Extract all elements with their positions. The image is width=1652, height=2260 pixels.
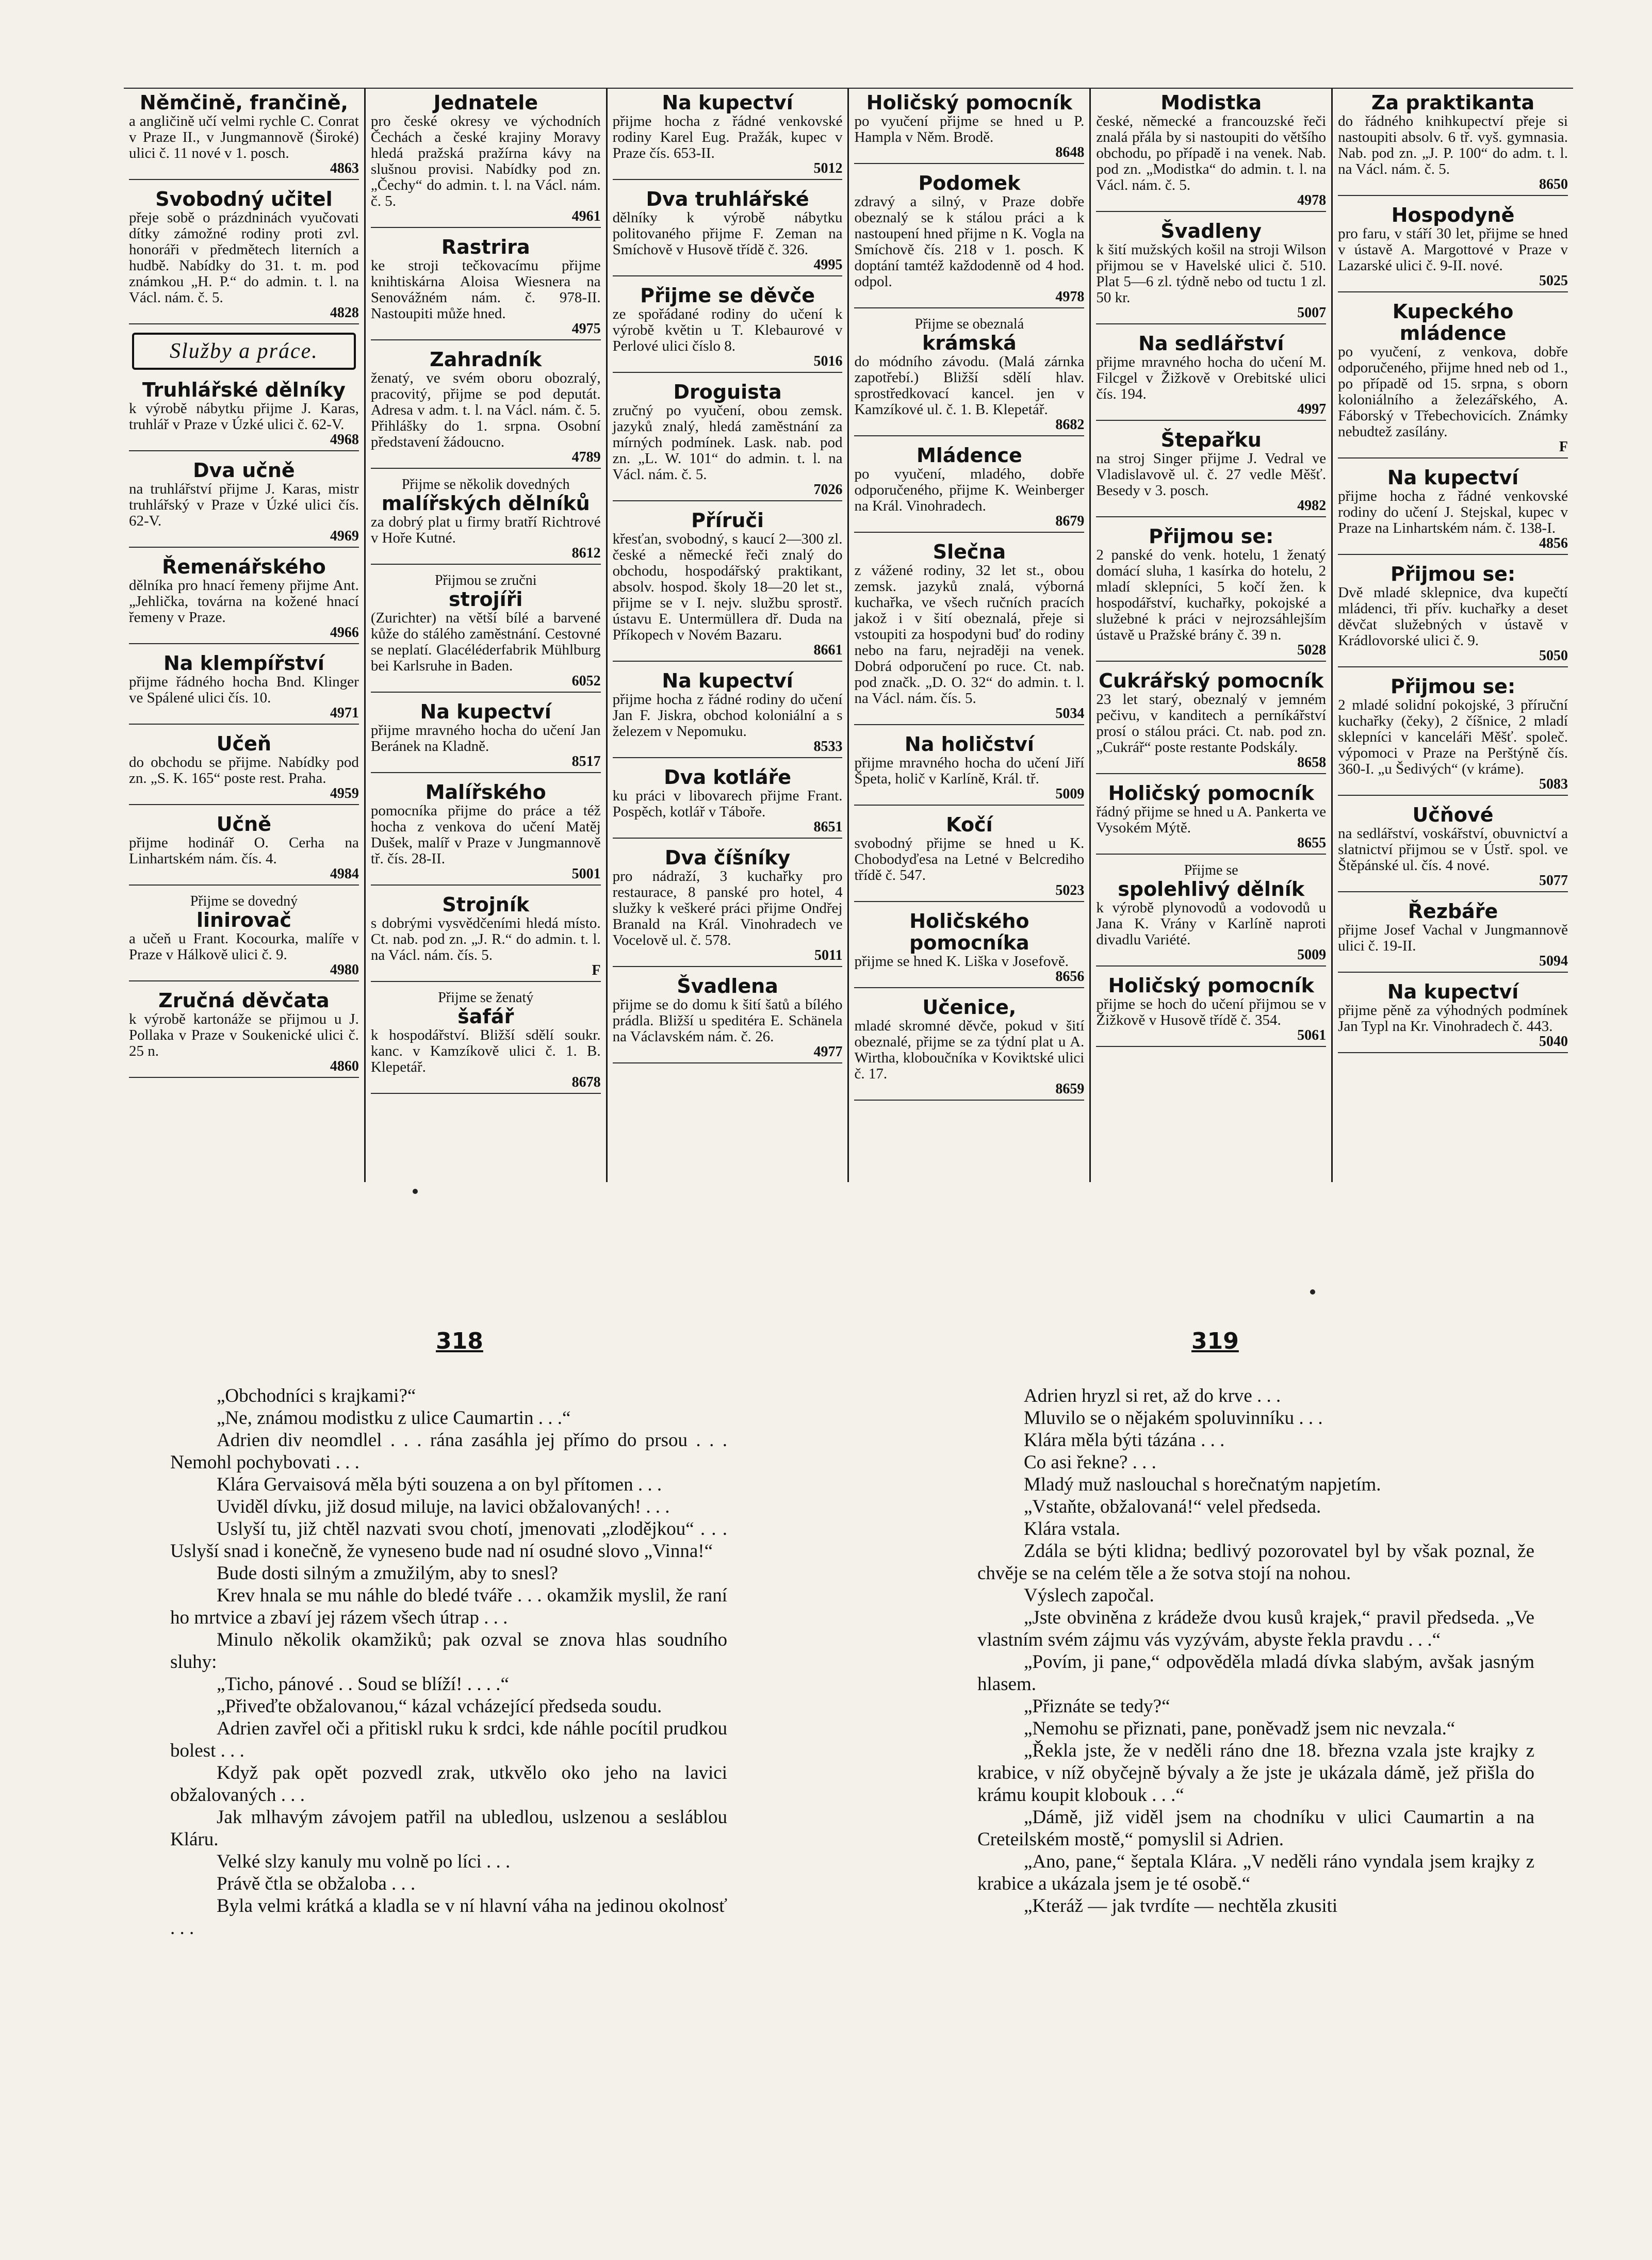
ad-heading: Zručná děvčata [158,989,330,1012]
classified-ad [1096,333,1326,421]
ad-heading: Dva učně [193,459,295,482]
story-paragraph: Klára vstala. [1024,1518,1120,1540]
ad-prefix: Přijme se ženatý [438,990,534,1006]
ad-number: 8533 [813,739,843,755]
ad-number: 5040 [1539,1034,1568,1050]
ad-heading: Švadleny [1160,220,1262,242]
ad-number: 4978 [1055,289,1085,305]
story-paragraph: „Přiveďte obžalovanou,“ kázal vcházející předseda soudu. [217,1696,662,1717]
ad-text: po vyučení přijme se hned u P. Hampla v Něm. Brodě. [854,113,1085,145]
ad-number: 8658 [1297,755,1327,771]
ad-heading: Učně [216,813,272,836]
ad-heading: šafář [457,1005,514,1028]
ad-number: 5094 [1539,953,1568,969]
ad-heading: Dva kotláře [664,766,792,789]
story-paragraph: Co asi řekne? . . . [1024,1452,1156,1473]
story-paragraph: Mladý muž naslouchal s horečnatým napjetím. [1024,1474,1381,1495]
classified-ad [371,781,601,886]
ad-heading: Přijme se děvče [640,284,815,307]
ad-number: 4984 [330,866,359,882]
ad-text: zručný po vyučení, obou zemsk. jazyků znalý, hledá zaměstnání za mírných podmínek. Lask. nab. pod zn. „L. W. 101“ do admin. t. l. na Václ. nám. č. 5. [612,402,843,483]
ad-heading: Svobodný učitel [155,188,333,210]
ad-text: pro nádraží, 3 kuchařky pro restaurace, 8 panské pro hotel, 4 služky k veškeré práci přijme Ondřej Branald na Král. Vinohradech ve Vocelově ul. č. 578. [612,868,843,948]
story-paragraph: Bude dosti silným a zmužilým, aby to snesl? [217,1563,558,1584]
classified-ad [1096,975,1326,1047]
story-paragraph: Adrien div neomdlel . . . rána zasáhla jej přímo do prsou . . . Nemohl pochybovati . . . [170,1430,727,1473]
story-paragraph: Právě čtla se obžaloba . . . [217,1873,416,1894]
ad-heading: Holičského pomocníka [909,910,1029,954]
ad-heading: Mládence [916,444,1022,467]
story-paragraph: „Řekla jste, že v neděli ráno dne 18. března vzala jste krajky z krabice, v níž obyčejně bývaly a že jste je ukázala dámě, jež přišla do krámu koupit klobouk . . .“ [977,1740,1534,1806]
classified-ad [854,445,1084,533]
ad-text: řádný přijme se hned u A. Pankerta ve Vysokém Mýtě. [1096,804,1327,836]
ad-heading: Hospodyně [1391,204,1515,226]
ad-heading: Němčině, frančině, [139,91,348,114]
classified-ad [371,573,601,693]
ad-heading: Řezbáře [1408,900,1498,923]
ad-heading: Podomek [918,172,1021,194]
ad-prefix: Přijme se několik dovedných [401,477,570,493]
ad-number: 4968 [330,432,359,448]
story-paragraph: Když pak opět pozvedl zrak, utkvělo oko jeho na lavici obžalovaných . . . [170,1762,727,1806]
ad-heading: Švadlena [677,975,778,997]
ad-text: 2 mladé solidní pokojské, 3 příruční kuchařky (čeky), 2 číšnice, 2 mladí sklepníci v kanceláři Měšť. společ. výpomoci v Praze na Perštýně čís. 360-I. „u Šedivých“ (v kráme). [1338,697,1568,777]
ad-number: F [592,962,601,978]
story-paragraph: Velké slzy kanuly mu volně po líci . . . [217,1851,511,1872]
ad-heading: Učenice, [922,996,1017,1019]
ad-column [1089,89,1331,1182]
ad-number: 4969 [330,528,359,544]
ad-heading: strojíři [449,588,523,611]
ad-number: 5083 [1539,776,1568,792]
ad-text: 23 let starý, obeznalý v jemném pečivu, v kanditech a perníkářství prosí o stálou práci. Ct. nab. pod zn. „Cukrář“ poste restante Podskály. [1096,691,1327,756]
story-paragraph: „Jste obviněna z krádeže dvou kusů krajek,“ pravil předseda. „Ve vlastním svém zájmu vás vyzývám, abyste řekla pravdu . . .“ [977,1607,1534,1650]
ad-prefix: Přijmou se zručni [434,572,537,588]
classified-ad [129,92,359,180]
classified-ad [129,556,359,644]
ad-heading: Dva truhlářské [646,188,809,210]
ad-number: 5023 [1055,882,1085,898]
ad-text: pomocníka přijme do práce a též hocha z venkova do učení Matěj Dušek, malíř v Praze v Jungmannově tř. čís. 28-II. [370,803,601,867]
classified-ad [1096,220,1326,324]
ad-text: s dobrými vysvědčeními hledá místo. Ct. nab. pod zn. „J. R.“ do admin. t. l. na Václ. nám. čís. 5. [370,915,601,963]
classified-ad [854,910,1084,988]
classified-ad [1096,782,1326,855]
story-paragraph: Výslech započal. [1024,1585,1154,1606]
story-paragraph: Adrien zavřel oči a přitiskl ruku k srdci, kde náhle pocítil prudkou bolest . . . [170,1718,727,1761]
ad-heading: Droguista [673,381,782,403]
ad-number: 4982 [1297,498,1327,514]
ad-text: pro české okresy ve východních Čechách a české krajiny Moravy hledá pražská pražírna kávy na slušnou provisi. Nabídky pod zn. „Čechy“ do admin. t. l. na Václ. nám. č. 5. [370,113,601,209]
classified-ad [129,733,359,805]
ad-text: přijme mravného hocha do učení Jiří Špeta, holič v Karlíně, Král. tř. [854,755,1085,787]
ad-heading: Rastrira [441,236,530,258]
classified-ad [854,172,1084,308]
ad-prefix: Přijme se obeznalá [914,316,1024,332]
ad-text: přijme Josef Vachal v Jungmannově ulici č. 19-II. [1338,922,1568,954]
ad-heading: Řemenářského [162,555,326,578]
ad-prefix: Přijme se [1184,862,1238,878]
ad-number: 8656 [1055,969,1085,985]
classified-ad [1096,526,1326,662]
ad-heading: Na kupectví [1387,980,1519,1003]
classified-ad [129,894,359,981]
ad-number: 4860 [330,1058,359,1074]
ad-text: přijme mravného hocha do učení M. Filcgel v Žižkově v Orebitské ulici čís. 194. [1096,354,1327,402]
ad-number: 4856 [1539,535,1568,551]
classified-ad [1338,301,1568,458]
classified-ad [613,510,843,662]
ad-heading: Strojník [442,893,530,916]
ad-number: 8659 [1055,1081,1085,1097]
ad-heading: Příruči [691,509,764,532]
ad-text: 2 panské do venk. hotelu, 1 ženatý domácí sluha, 1 kasírka do hotelu, 2 mladí sklepníci, 5 kočí žen. k hospodářství, kuchařky, pokojské a služebné k práci v nejrozsáhlejším ústavě u Pražské brány č. 39 n. [1096,547,1327,643]
ad-text: za dobrý plat u firmy bratří Richtrové v Hoře Kutné. [370,514,601,546]
story-paragraph: „Ano, pane,“ šeptala Klára. „V neděli ráno vyndala jsem krajky z krabice a ukázala jsem je té osobě.“ [977,1851,1534,1894]
ad-number: 8678 [571,1074,601,1090]
ad-number: 5034 [1055,706,1085,722]
ad-number: 5011 [814,947,843,963]
ad-number: 8651 [813,819,843,835]
left-page-number: 318 [436,1328,483,1354]
ad-heading: Kupeckého mládence [1392,300,1514,345]
ad-text: přijme mravného hocha do učení Jan Beránek na Kladně. [370,722,601,755]
ad-text: po vyučení, mladého, dobře odporučeného, přijme K. Weinberger na Král. Vinohradech. [854,466,1085,514]
ad-text: ženatý, ve svém oboru obozralý, pracovitý, přijme se pod deputát. Adresa v adm. t. l. na Václ. nám. č. 5. Přihlášky do 1. srpna. Osobní představení žádoucno. [370,370,601,450]
ad-heading: Truhlářské dělníky [142,379,346,401]
ad-text: přijme se hned K. Liška v Josefově. [854,953,1069,970]
ad-text: na stroj Singer přijme J. Vedral ve Vladislavově ul. č. 27 vedle Měšť. Besedy v 3. posch. [1096,450,1327,499]
ad-text: přijme se hoch do učení přijmou se v Žižkově v Husově třídě č. 354. [1096,996,1327,1028]
ad-text: po vyučení, z venkova, dobře odporučeného, přijme hned neb od 1., po případě od 15. srpna, s oborn koloniálního a železářského, A. Fáborský v Třebechovicích. Známky nebudtež zasílány. [1338,343,1568,440]
ad-text: k hospodářství. Bližší sdělí soukr. kanc. v Kamzíkově ulici č. 1. B. Klepetář. [370,1027,601,1075]
story-paragraph: „Obchodníci s krajkami?“ [217,1385,416,1406]
story-paragraph: „Vstaňte, obžalovaná!“ velel předseda. [1024,1496,1321,1517]
classified-ad [854,733,1084,806]
ad-column [1331,89,1573,1182]
ad-heading: Na kupectví [662,91,793,114]
ad-heading: Na holičství [904,733,1034,756]
ad-text: do módního závodu. (Malá zárnka zapotřebí.) Bližší sdělí hlav. sprostředkovací kancel. jen v Kamzíkové ul. č. 1. B. Klepetář. [854,353,1085,418]
classified-ad [613,975,843,1063]
ad-heading: Přijmou se: [1390,675,1516,698]
story-paragraph: Uslyší tu, již chtěl nazvati svou chotí, jmenovati „zlodějkou“ . . . Uslyší snad i konečně, že vyneseno bude nad ní osudné slovo „Vinna!“ [170,1518,727,1562]
ad-number: 5028 [1297,642,1327,658]
classified-ad [613,188,843,276]
classified-ad [1096,429,1326,517]
ad-heading: Na kupectví [420,700,551,723]
ad-heading: linirovač [196,909,291,931]
ad-text: k výrobě plynovodů a vodovodů u Jana K. Vrány v Karlíně naproti divadlu Variété. [1096,899,1327,948]
ad-text: do obchodu se přijme. Nabídky pod zn. „S. K. 165“ poste rest. Praha. [129,754,359,787]
section-heading-box: Služby a práce. [132,333,356,370]
ad-text: přeje sobě o prázdninách vyučovati dítky zámožné rodiny proti zvl. honoráři v předmětech literních a hudbě. Nabídky do 31. t. m. pod známkou „H. P.“ do admin. t. l. na Václ. nám. č. 5. [129,209,359,306]
story-paragraph: „Dámě, již viděl jsem na chodníku v ulici Caumartin a na Creteilském mostě,“ pomyslil si Adrien. [977,1807,1534,1850]
ad-text: zdravý a silný, v Praze dobře obeznalý se k stálou práci a k nastoupení hned přijme n K. Vogla na Smíchově čís. 218 v 1. posch. K doptání tamtéž každodenně od 4 hod. odpol. [854,193,1085,290]
classified-ad [371,701,601,773]
ad-number: 4959 [330,785,359,801]
classified-ad [854,317,1084,436]
classified-ad [613,670,843,758]
ad-text: ku práci v libovarech přijme Frant. Pospěch, kotlář v Táboře. [612,788,843,820]
ad-text: ze spořádané rodiny do učení k výrobě květin u T. Klebaurové v Perlové ulici číslo 8. [612,306,843,354]
classified-ad [1338,92,1568,196]
ink-dot [413,1189,418,1194]
ad-text: Dvě mladé sklepnice, dva kupečtí mládenci, tři přív. kuchařky a deset děvčat služebných v ústavě v Krádlovorské ulici č. 9. [1338,584,1568,649]
ad-heading: Dva číšníky [664,846,791,869]
ad-number: 6052 [571,673,601,689]
classified-ad [613,285,843,373]
classified-ad [371,894,601,982]
ad-heading: Slečna [933,541,1006,563]
classified-ad [1338,204,1568,292]
ad-number: 5077 [1539,873,1568,889]
ad-number: 4863 [330,160,359,176]
ad-heading: Na klempířství [163,652,324,675]
ad-number: 4961 [571,208,601,224]
classified-ad [1338,804,1568,892]
ad-text: přijme se do domu k šití šatů a bílého prádla. Bližší u speditéra E. Schänela na Václavském nám. č. 26. [612,996,843,1045]
ad-heading: Kočí [946,813,993,836]
classified-ad [1338,563,1568,667]
ad-number: 8517 [571,754,601,769]
ad-text: k výrobě nábytku přijme J. Karas, truhlář v Praze v Úzké ulici č. 62-V. [129,400,359,433]
classified-ad [613,847,843,967]
ad-heading: Štepařku [1160,429,1262,451]
ad-heading: Na sedlářství [1138,332,1284,355]
story-paragraph: Uviděl dívku, již dosud miluje, na lavici obžalovaných! . . . [217,1496,670,1517]
ad-heading: Holičský pomocník [866,91,1073,114]
classified-ad [854,996,1084,1101]
story-paragraph: Mluvilo se o nějakém spoluvinníku . . . [1024,1407,1323,1429]
ad-number: 8682 [1055,417,1085,433]
ad-text: přijme pěně za výhodných podmínek Jan Typl na Kr. Vinohradech č. 443. [1338,1002,1568,1035]
classified-ad [1096,92,1326,212]
classified-ad [129,460,359,548]
ad-number: 4971 [330,705,359,721]
story-paragraph: „Nemohu se přiznati, pane, poněvadž jsem nic nevzala.“ [1024,1718,1455,1739]
ad-heading: Jednatele [433,91,538,114]
classified-ad [854,541,1084,725]
story-paragraph: Klára měla býti tázána . . . [1024,1430,1225,1451]
classified-ad [854,814,1084,902]
ad-text: křesťan, svobodný, s kaucí 2—300 zl. české a německé řeči znalý do obchodu, hospodářský praktikant, absolv. hospod. školy 18—20 let st., přijme se v I. nejv. službu sprostř. ústavu E. Untermüllera dř. Duda na Příkopech v Novém Bazaru. [612,531,843,643]
ad-text: přijme hodinář O. Cerha na Linhartském nám. čís. 4. [129,834,359,867]
classified-ad [371,477,601,565]
ad-column [606,89,848,1182]
ad-heading: krámská [922,332,1017,354]
ad-heading: Za praktikanta [1371,91,1535,114]
classified-ad [1338,981,1568,1053]
story-paragraph: Klára Gervaisová měla býti souzena a on byl přítomen . . . [217,1474,662,1495]
ad-text: a angličině učí velmi rychle C. Conrat v Praze II., v Jungmannově (Široké) ulici č. 11 nové v 1. posch. [129,113,359,161]
ad-number: 8679 [1055,513,1085,529]
story-paragraph: Krev hnala se mu náhle do bledé tváře . . . okamžik myslil, že raní ho mrtvice a zbaví jej rázem všech útrap . . . [170,1585,727,1628]
ad-text: přijme hocha z řádné venkovské rodiny do učení J. Stejskal, kupec v Praze na Linhartském nám. č. 138-I. [1338,488,1568,536]
ad-number: 4977 [813,1044,843,1060]
ad-number: 4980 [330,962,359,978]
ad-number: 8612 [571,545,601,561]
story-paragraph: Byla velmi krátká a kladla se v ní hlavní váha na jedinou okolnosť . . . [170,1895,727,1939]
ad-heading: Přijmou se: [1149,525,1274,548]
ad-number: 5061 [1297,1027,1327,1043]
ad-column [124,89,364,1182]
ad-heading: Malířského [425,781,546,804]
classified-ad [1096,670,1326,774]
ad-column [364,89,606,1182]
ad-number: 4966 [330,625,359,641]
ad-text: české, německé a francouzské řeči znalá přála by si nastoupiti do většího obchodu, po případě i na venek. Nab. pod zn. „Modistka“ do admin. t. l. na Václ. nám. č. 5. [1096,113,1327,193]
classified-ad [1096,863,1326,967]
ad-text: pro faru, v stáří 30 let, přijme se hned v ústavě A. Margottové v Praze v Lazarské ulici č. 9-II. nové. [1338,225,1568,274]
ad-text: na truhlářství přijme J. Karas, mistr truhlářský v Praze v Úzké ulici čís. 62-V. [129,481,359,529]
ad-heading: Zahradník [430,348,542,371]
ad-number: 8661 [813,642,843,658]
ad-number: 7026 [813,482,843,498]
ad-number: 4828 [330,305,359,321]
ad-text: z vážené rodiny, 32 let st., obou zemsk. jazyků znalá, výborná kuchařka, ve všech ručních pracích jakož i v šití obeznalá, přeje si vstoupiti za hospodyni buď do rodiny nebo na faru, nejraději na venek. Dobrá odporučení po ruce. Ct. nab. pod značk. „D. O. 32“ do admin. t. l. na Václ. nám. čís. 5. [854,562,1085,707]
ad-heading: spolehlivý dělník [1118,878,1305,900]
classified-ad [854,92,1084,164]
story-paragraph: „Kteráž — jak tvrdíte — nechtěla zkusiti [1024,1895,1338,1917]
ad-heading: Holičský pomocník [1108,974,1314,997]
right-page-number: 319 [1191,1328,1239,1354]
ad-text: k šití mužských košil na stroji Wilson přijmou se v Havelské ulici č. 510. Plat 5—6 zl. týdně nebo od tuctu 1 zl. 50 kr. [1096,241,1327,306]
ad-heading: Učňové [1412,804,1494,826]
ad-number: 5012 [813,160,843,176]
ad-text: přijme hocha z řádné venkovské rodiny Karel Eug. Pražák, kupec v Praze čís. 653-II. [612,113,843,161]
ad-number: 8655 [1297,835,1327,851]
ad-column [847,89,1089,1182]
classified-ad [613,92,843,180]
ad-text: mladé skromné děvče, pokud v šití obeznalé, přijme se za týdní plat u A. Wirtha, kloboučníka v Koviktské ulici č. 17. [854,1018,1085,1082]
classified-ad [1338,676,1568,796]
ad-number: 4995 [813,257,843,273]
story-paragraph: „Ticho, pánové . . Soud se blíží! . . . .“ [217,1674,509,1695]
ad-number: 5025 [1539,273,1568,289]
story-paragraph: „Povím, ji pane,“ odpověděla mladá dívka slabým, avšak jasným hlasem. [977,1651,1534,1695]
story-paragraph: „Ne, známou modistku z ulice Caumartin . . .“ [217,1407,571,1429]
story-paragraph: Adrien hryzl si ret, až do krve . . . [1024,1385,1281,1406]
ad-text: do řádného knihkupectví přeje si nastoupiti absolv. 6 tř. vyš. gymnasia. Nab. pod zn. „J. P. 100“ do adm. t. l. na Václ. nám. č. 5. [1338,113,1568,177]
classified-ad [613,766,843,839]
right-story-text [977,1385,1534,1917]
ad-heading: Na kupectví [662,669,793,692]
classified-ad [371,236,601,340]
classified-ads [124,88,1573,1182]
story-paragraph: Zdála se býti klidna; bedlivý pozorovatel byl by však poznal, že chvěje se na celém těle a že sotva stojí na nohou. [977,1541,1534,1584]
ad-number: 4997 [1297,401,1327,417]
ad-text: přijme řádného hocha Bnd. Klinger ve Spálené ulici čís. 10. [129,674,359,706]
classified-ad [129,652,359,725]
ad-number: 5009 [1055,786,1085,802]
ad-number: 4978 [1297,192,1327,208]
ad-text: dělníky k výrobě nábytku politovaného přijme F. Zeman na Smíchově v Husově třídě č. 326. [612,209,843,258]
ad-heading: Na kupectví [1387,466,1519,489]
story-paragraph: Minulo několik okamžiků; pak ozval se znova hlas soudního sluhy: [170,1629,727,1673]
ink-dot [1310,1289,1315,1295]
ad-number: 4975 [571,321,601,337]
ad-text: svobodný přijme se hned u K. Chobodyďesa na Letné v Belcrediho třídě č. 547. [854,835,1085,883]
classified-ad [129,990,359,1078]
ad-heading: Modistka [1160,91,1262,114]
ad-number: F [1559,439,1568,455]
ad-number: 5001 [571,866,601,882]
ad-number: 8648 [1055,144,1085,160]
classified-ad [371,990,601,1094]
ad-number: 5050 [1539,648,1568,664]
ad-text: dělníka pro hnací řemeny přijme Ant. „Jehlička, továrna na kožené hnací řemeny v Praze. [129,577,359,626]
ad-prefix: Přijme se dovedný [190,893,298,909]
ad-text: na sedlářství, voskářství, obuvnictví a slatnictví přijmou se v Ústř. spol. ve Štěpánské ul. čís. 4 nové. [1338,825,1568,874]
classified-ad [129,188,359,324]
ad-heading: Cukrářský pomocník [1099,669,1324,692]
ad-number: 5009 [1297,947,1327,963]
ad-text: (Zurichter) na větší bílé a barvené kůže do stálého zaměstnání. Cestovné se neplatí. Glacéléderfabrik Mühlburg bei Karlsruhe in Baden. [370,610,601,674]
story-paragraph: Jak mlhavým závojem patřil na ubledlou, uslzenou a sesláblou Kláru. [170,1807,727,1850]
ad-number: 4789 [571,449,601,465]
classified-ad [129,379,359,451]
ad-number: 5016 [813,353,843,369]
ad-heading: Přijmou se: [1390,563,1516,585]
classified-ad [371,92,601,228]
classified-ad [129,813,359,886]
ad-text: ke stroji tečkovacímu přijme knihtiskárna Aloisa Wiesnera na Senovážném nám. č. 978-II. Nastoupiti může hned. [370,257,601,322]
classified-ad [613,381,843,501]
ad-text: přijme hocha z řádné rodiny do učení Jan F. Jiskra, obchod koloniální a s železem v Nepomuku. [612,691,843,740]
ad-text: a učeň u Frant. Kocourka, malíře v Praze v Hálkově ulici č. 9. [129,930,359,963]
ad-heading: malířských dělníků [381,492,590,515]
ad-number: 5007 [1297,305,1327,321]
classified-ad [1338,900,1568,973]
left-story-text [170,1385,727,1939]
classified-ad [371,349,601,469]
story-paragraph: „Přiznáte se tedy?“ [1024,1696,1170,1717]
ad-text: k výrobě kartonáže se přijmou u J. Pollaka v Praze v Soukenické ulici č. 25 n. [129,1011,359,1059]
ad-heading: Holičský pomocník [1108,782,1314,805]
ad-heading: Učeň [216,732,272,755]
classified-ad [1338,467,1568,555]
ad-number: 8650 [1539,176,1568,192]
